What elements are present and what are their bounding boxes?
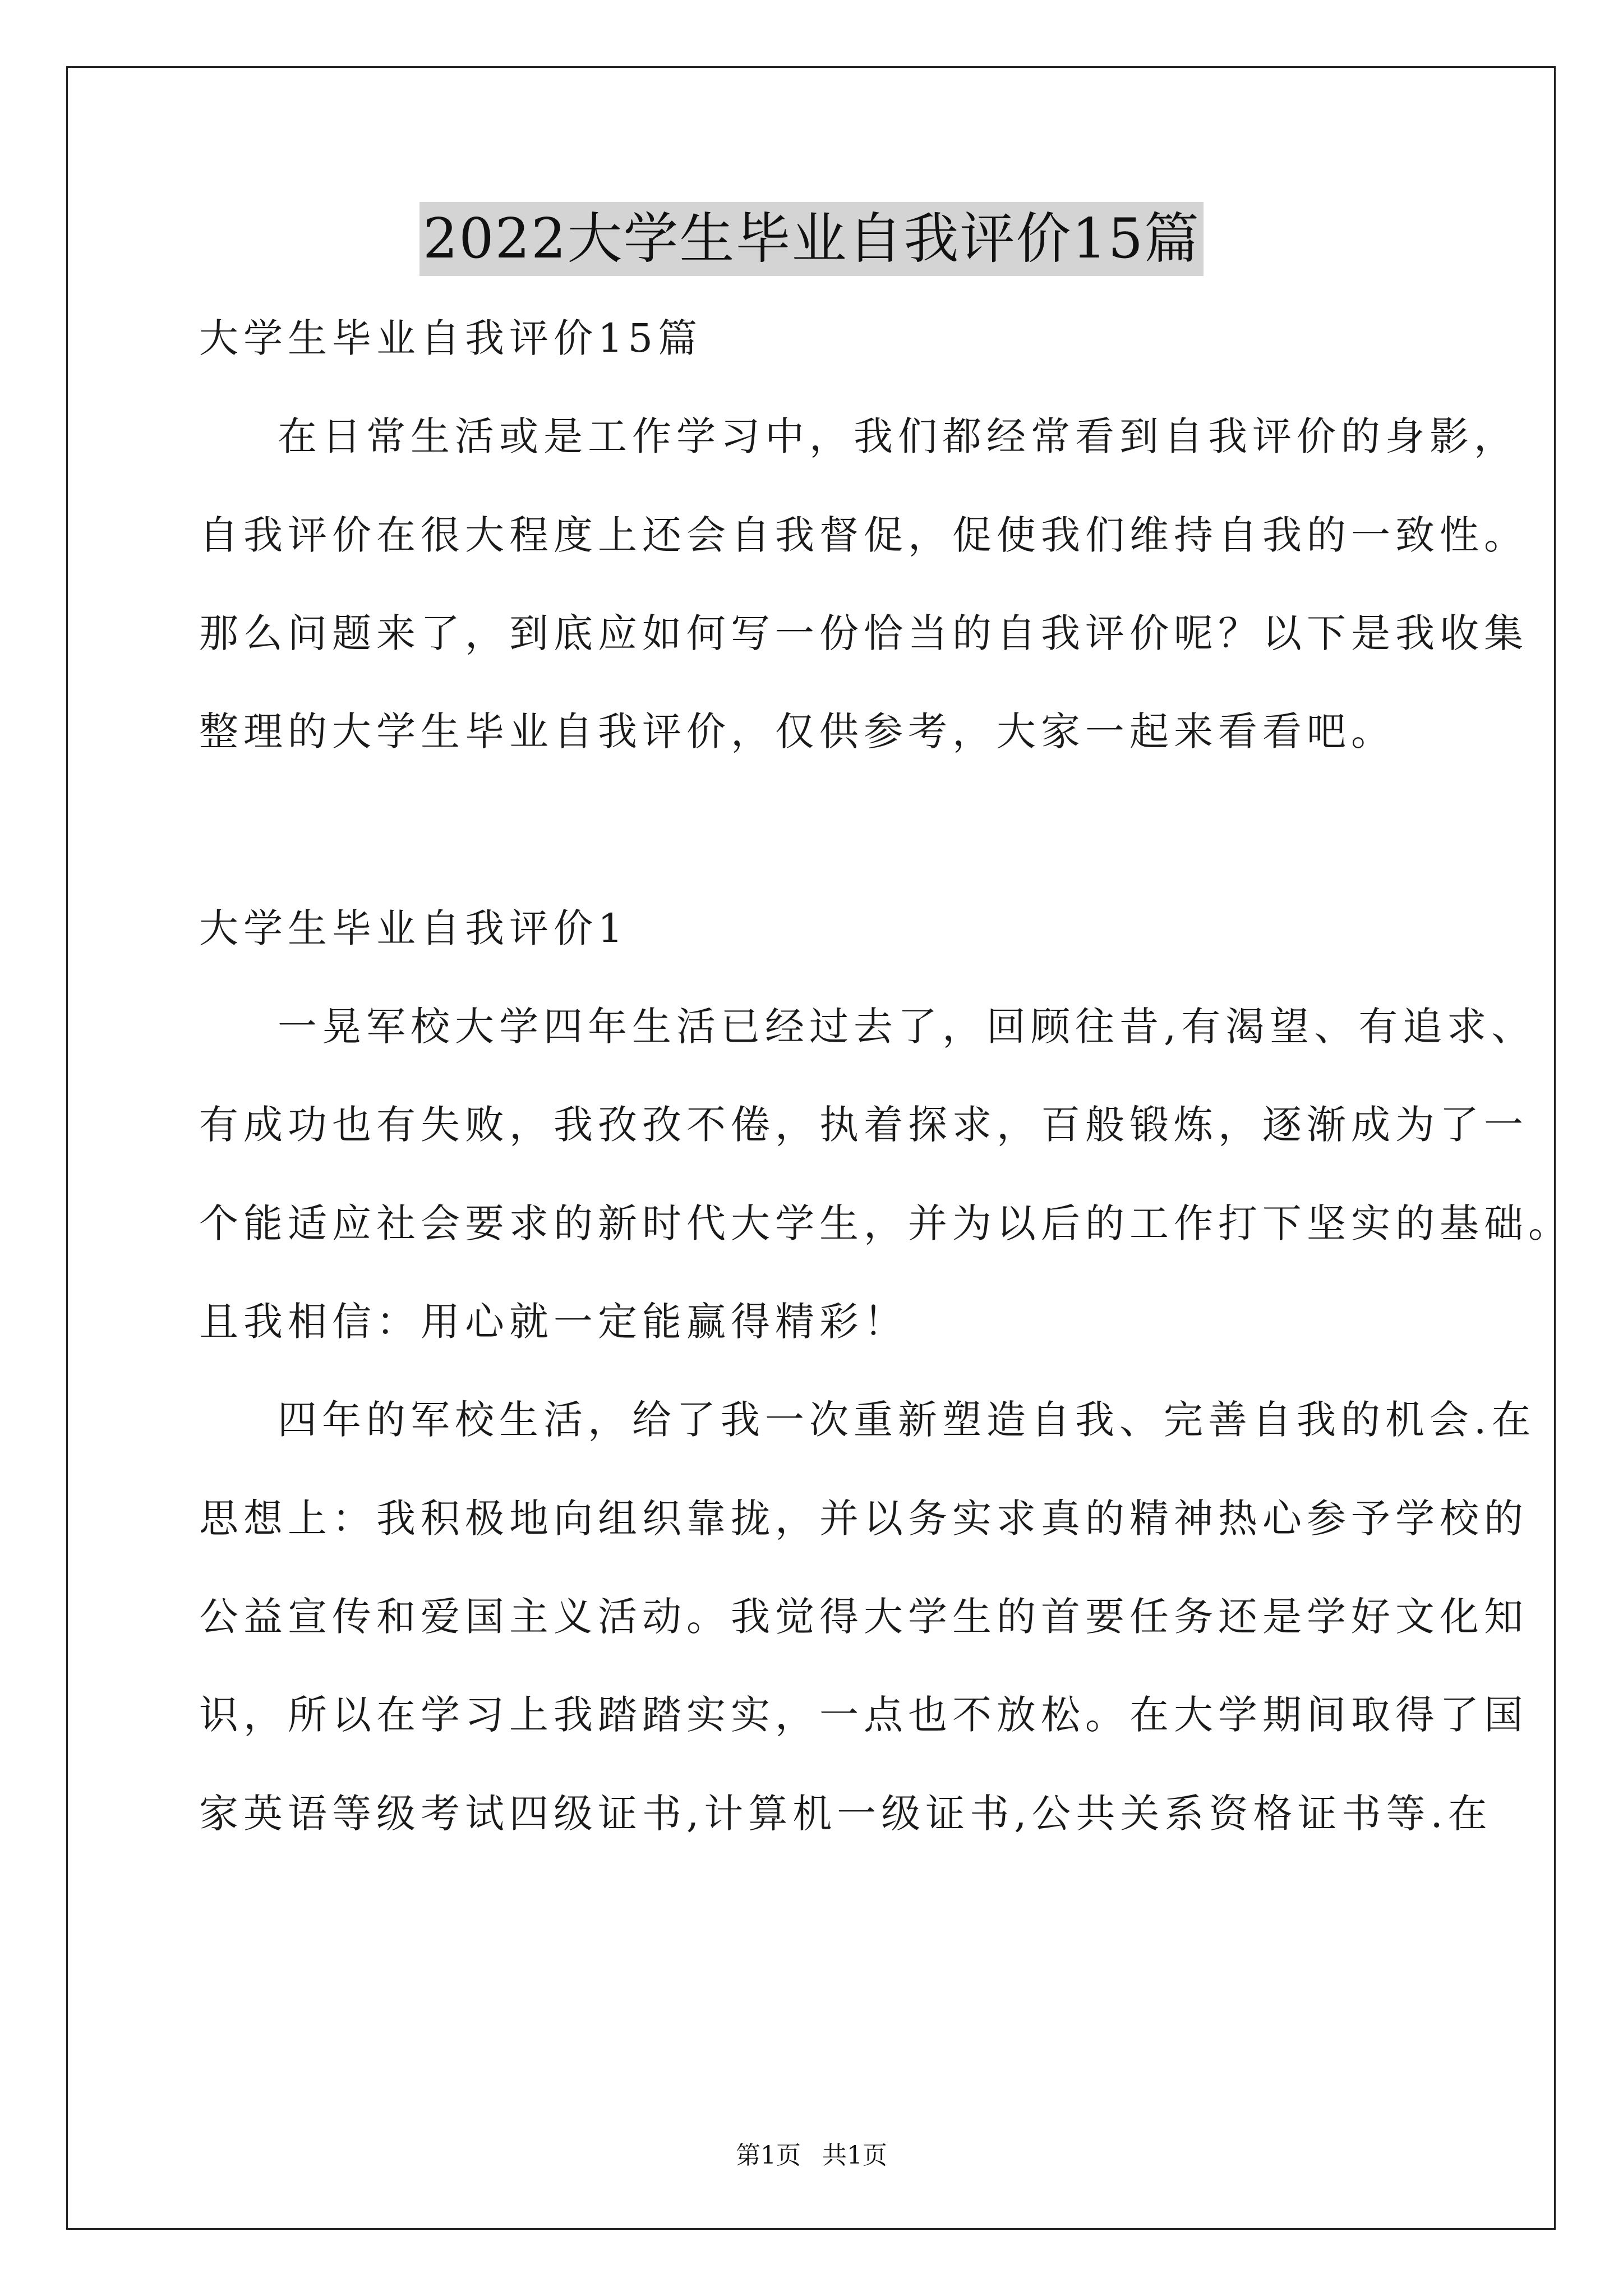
paragraph-line: 有成功也有失败，我孜孜不倦，执着探求，百般锻炼，逐渐成为了一	[199, 1102, 1528, 1148]
paragraph-line: 四年的军校生活，给了我一次重新塑造自我、完善自我的机会.在	[278, 1397, 1536, 1443]
page-number-current: 第1页	[736, 2141, 801, 2170]
paragraph-line: 自我评价在很大程度上还会自我督促，促使我们维持自我的一致性。	[199, 512, 1528, 558]
paragraph-line: 思想上：我积极地向组织靠拢，并以务实求真的精神热心参予学校的	[199, 1496, 1528, 1542]
paragraph-line: 公益宣传和爱国主义活动。我觉得大学生的首要任务还是学好文化知	[199, 1594, 1528, 1640]
section-heading: 大学生毕业自我评价1	[199, 905, 628, 951]
subtitle-line: 大学生毕业自我评价15篇	[199, 315, 703, 361]
paragraph-line: 个能适应社会要求的新时代大学生，并为以后的工作打下坚实的基础。	[199, 1200, 1573, 1246]
title-container	[0, 202, 1623, 276]
paragraph-line: 识，所以在学习上我踏踏实实，一点也不放松。在大学期间取得了国	[199, 1692, 1528, 1738]
paragraph-line: 且我相信：用心就一定能赢得精彩！	[199, 1299, 908, 1345]
paragraph-line: 那么问题来了，到底应如何写一份恰当的自我评价呢？以下是我收集	[199, 610, 1528, 656]
document-title: 2022大学生毕业自我评价15篇	[419, 202, 1204, 276]
page-number-total: 共1页	[822, 2141, 887, 2170]
page-footer	[0, 2140, 1623, 2171]
paragraph-line: 整理的大学生毕业自我评价，仅供参考，大家一起来看看吧。	[199, 708, 1395, 754]
paragraph-line: 家英语等级考试四级证书,计算机一级证书,公共关系资格证书等.在	[199, 1791, 1492, 1837]
paragraph-line: 一晃军校大学四年生活已经过去了，回顾往昔,有渴望、有追求、	[278, 1004, 1536, 1050]
paragraph-line: 在日常生活或是工作学习中，我们都经常看到自我评价的身影，	[278, 413, 1518, 459]
